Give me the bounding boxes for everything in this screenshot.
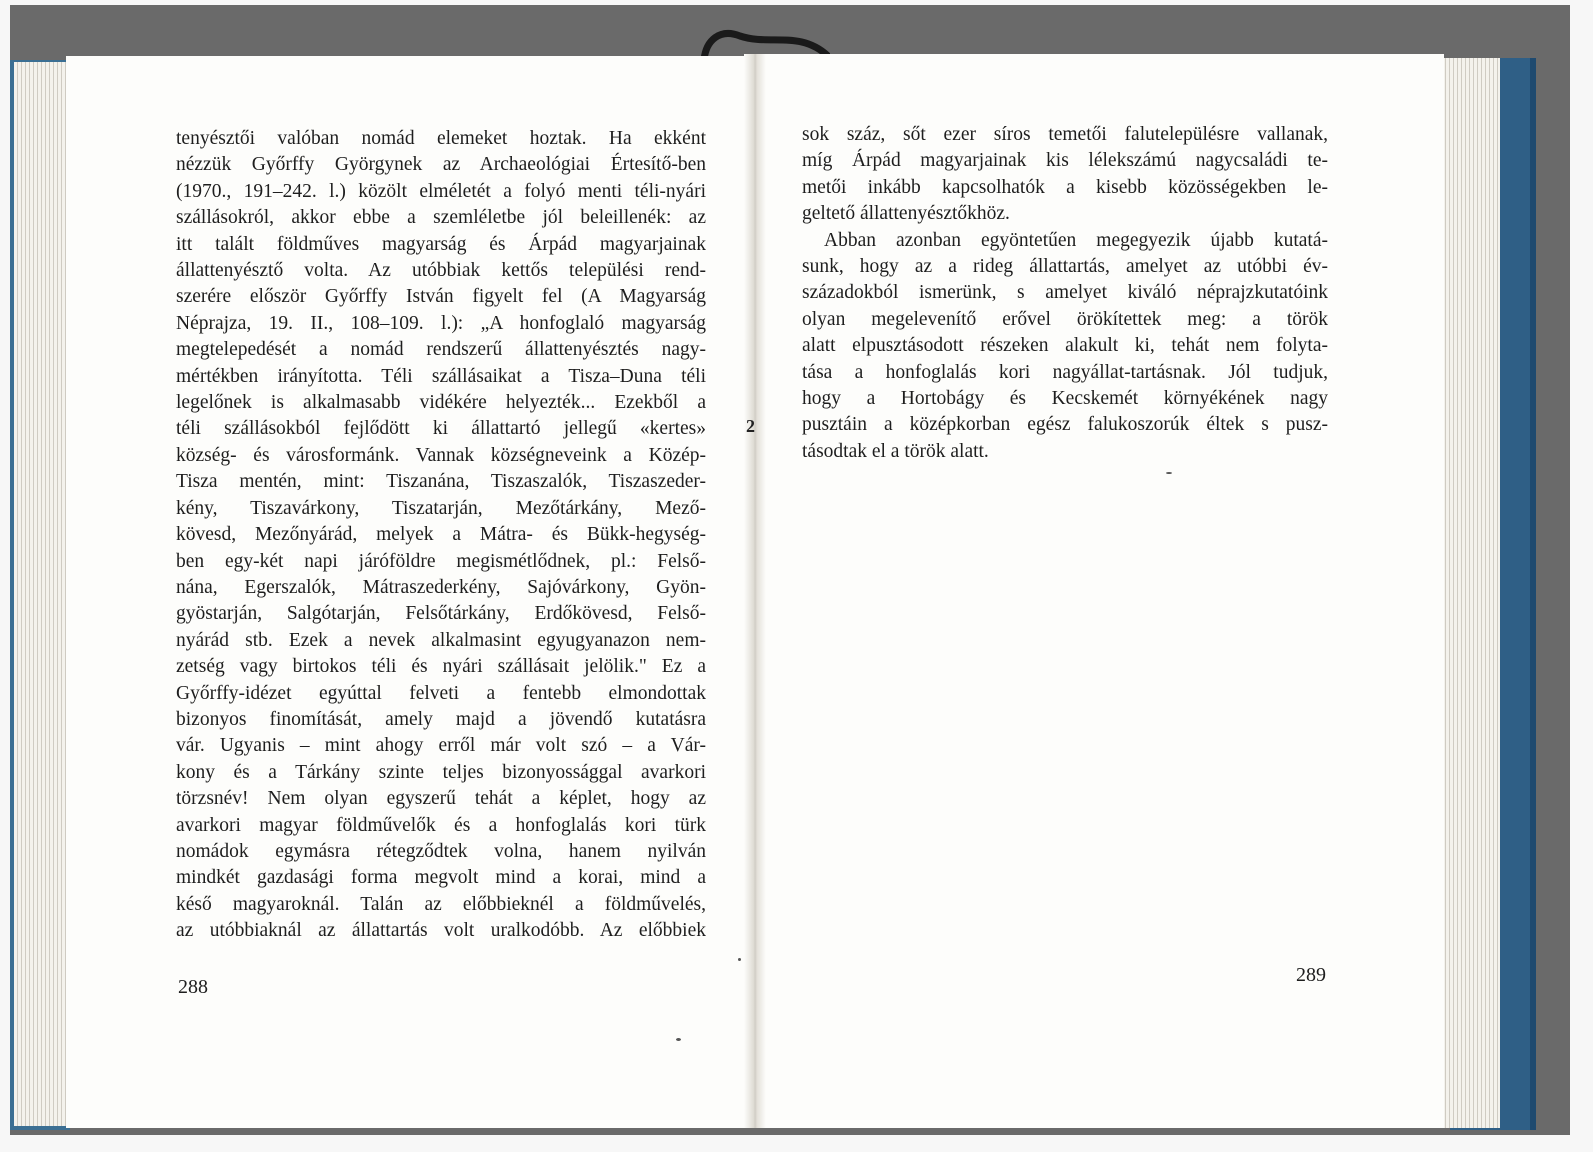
text-line: alatt elpusztásodott részeken alakult ki, tehát nem folyta-: [802, 335, 1328, 357]
text-line: avarkori magyar földművelők és a honfoglalás kori türk: [176, 814, 706, 836]
scan-speck: [1166, 472, 1172, 474]
text-line: sunk, hogy az a rideg állattartás, amelyet az utóbbi év-: [802, 256, 1328, 278]
text-line: nyárád stb. Ezek a nevek alkalmasint egyugyanazon nem-: [176, 629, 706, 651]
text-line: Győrffy-idézet egyúttal felveti a fentebb elmondottak: [176, 682, 706, 704]
text-line: (1970., 191–242. l.) közölt elméletét a folyó menti téli-nyári: [176, 180, 706, 202]
text-line: bizonyos finomítását, amely majd a jövendő kutatásra: [176, 708, 706, 730]
text-line: vár. Ugyanis – mint ahogy erről már volt szó – a Vár-: [176, 735, 706, 757]
text-line: szerére először Győrffy István figyelt fel (A Magyarság: [176, 286, 706, 308]
text-line: századokból ismerünk, s amelyet kiváló néprajzkutatóink: [802, 282, 1328, 304]
text-line: tásodtak el a török alatt.: [802, 440, 989, 462]
text-line: késő magyaroknál. Talán az előbbieknél a földművelés,: [176, 893, 706, 915]
text-line: nézzük Győrffy Györgynek az Archaeológiai Értesítő-ben: [176, 154, 706, 176]
right-page-text: [802, 122, 1328, 465]
text-line: Abban azonban egyöntetűen megegyezik újabb kutatá-: [824, 229, 1328, 251]
page-edges-right: [1438, 58, 1500, 1128]
text-line: az utóbbiaknál az állattartás volt uralkodóbb. Az előbbiek: [176, 920, 706, 942]
left-page-text: [176, 126, 706, 945]
margin-mark: 2: [746, 416, 755, 436]
page-edges-left: [14, 62, 68, 1126]
text-line: nána, Egerszalók, Mátraszederkény, Sajóvárkony, Gyön-: [176, 576, 706, 598]
text-line: zetség vagy birtokos téli és nyári szállásait jelölik." Ez a: [176, 656, 706, 678]
text-line: sok száz, sőt ezer síros temetői falutelepülésre vallanak,: [802, 124, 1328, 145]
text-line: község- és városformánk. Vannak községneveink a Közép-: [176, 444, 706, 466]
text-line: míg Árpád magyarjainak kis lélekszámú nagycsaládi te-: [802, 150, 1328, 172]
text-line: geltető állattenyésztőkhöz.: [802, 203, 1010, 225]
text-line: ben egy-két napi járóföldre megismétlődnek, pl.: Felső-: [176, 550, 706, 572]
text-line: tása a honfoglalás kori nagyállat-tartásnak. Jól tudjuk,: [802, 361, 1328, 383]
text-line: olyan megelevenítő erővel örökítettek meg: a török: [802, 308, 1328, 330]
text-line: mindkét gazdasági forma megvolt mind a korai, mind a: [176, 867, 706, 889]
text-line: tenyésztői valóban nomád elemeket hoztak. Ha ekként: [176, 128, 706, 149]
text-line: pusztáin a középkorban egész falukoszorúk éltek s pusz-: [802, 414, 1328, 436]
text-line: kony és a Tárkány szinte teljes bizonyossággal avarkori: [176, 761, 706, 783]
text-line: Tisza mentén, mint: Tiszanána, Tiszaszalók, Tiszaszeder-: [176, 471, 706, 493]
text-line: megtelepedését a nomád rendszerű állattenyésztés nagy-: [176, 339, 706, 361]
text-line: gyöstarján, Salgótarján, Felsőtárkány, Erdőkövesd, Felső-: [176, 603, 706, 625]
text-line: Néprajza, 19. II., 108–109. l.): „A honfoglaló magyarság: [176, 312, 706, 334]
scan-speck: [676, 1038, 681, 1041]
text-line: téli szállásokból fejlődött ki állattartó jellegű «kertes»: [176, 418, 706, 440]
text-line: nomádok egymásra rétegződtek volna, hanem nyilván: [176, 840, 706, 862]
text-line: állattenyésztő volta. Az utóbbiak kettős települési rend-: [176, 260, 706, 282]
text-line: hogy a Hortobágy és Kecskemét környékének nagy: [802, 388, 1328, 410]
text-line: törzsnév! Nem olyan egyszerű tehát a képlet, hogy az: [176, 788, 706, 810]
text-line: metői inkább kapcsolhatók a kisebb közösségekben le-: [802, 176, 1328, 198]
text-line: mértékben irányította. Téli szállásaikat a Tisza–Duna téli: [176, 365, 706, 387]
text-line: kény, Tiszavárkony, Tiszatarján, Mezőtárkány, Mező-: [176, 497, 706, 519]
text-line: szállásokról, akkor ebbe a szemléletbe jól beleillenék: az: [176, 207, 706, 229]
text-line: itt talált földműves magyarság és Árpád magyarjainak: [176, 233, 706, 255]
page-number-left: 288: [178, 976, 208, 998]
page-number-right: 289: [1296, 964, 1326, 986]
scan-speck: [738, 958, 741, 961]
text-line: kövesd, Mezőnyárád, melyek a Mátra- és Bükk-hegység-: [176, 524, 706, 546]
text-line: legelőnek is alkalmasabb vidékére helyezték... Ezekből a: [176, 392, 706, 414]
book-gutter: [744, 54, 766, 1128]
